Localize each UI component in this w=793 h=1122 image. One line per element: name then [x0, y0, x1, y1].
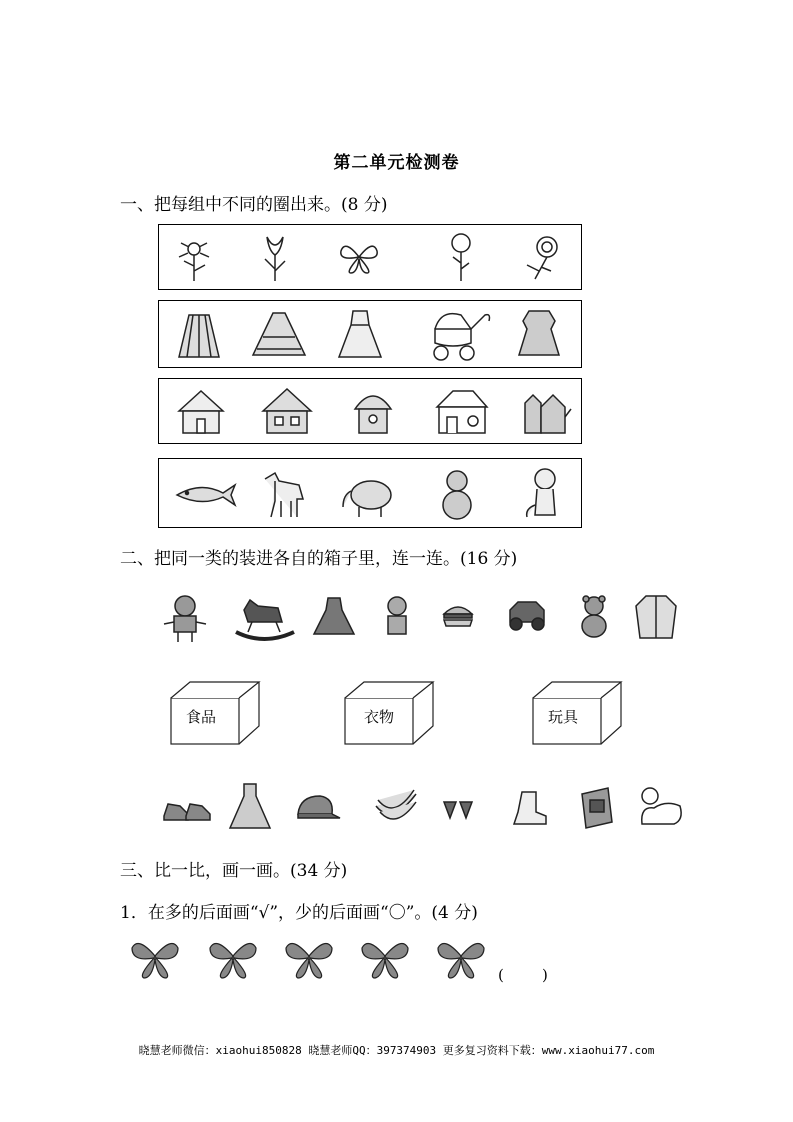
- hut-picture: [351, 387, 395, 437]
- section1-heading: 一、把每组中不同的圈出来。(8 分): [120, 195, 388, 215]
- footer-text: 晓慧老师微信：xiaohui850828 晓慧老师QQ：397374903 更多复习资料下载：www.xiaohui77.com: [138, 1044, 655, 1057]
- box-toys-label: 玩具: [548, 708, 579, 726]
- box-food-label: 食品: [186, 708, 217, 726]
- butterfly-icon: [128, 936, 182, 980]
- butterfly-icon: [282, 936, 336, 980]
- skirt-picture: [175, 309, 223, 361]
- group-row-flowers: [158, 224, 582, 290]
- box-clothes-label: 衣物: [364, 708, 395, 726]
- strawberries-picture: [440, 794, 478, 822]
- robot-toy-picture: [160, 592, 210, 644]
- dress-toy-picture: [312, 594, 356, 640]
- carnation-picture: [441, 229, 481, 285]
- dog-picture: [519, 465, 567, 523]
- frilled-skirt-picture: [249, 309, 309, 361]
- elephant-picture: [337, 473, 397, 521]
- boot-picture: [508, 788, 550, 828]
- question1-text: 1．在多的后面画“√”，少的后面画“〇”。(4 分): [120, 903, 478, 923]
- snack-bag-picture: [578, 784, 616, 830]
- butterfly-icon: [434, 936, 488, 980]
- toy-car-picture: [504, 598, 550, 634]
- coat-dress-picture: [511, 307, 567, 361]
- answer-parentheses[interactable]: ( ): [498, 966, 548, 984]
- group-row-clothes: [158, 300, 582, 368]
- section3-heading: 三、比一比，画一画。(34 分): [120, 861, 348, 881]
- goat-picture: [259, 467, 311, 523]
- bear-picture: [435, 467, 479, 523]
- building-picture: [433, 387, 491, 437]
- bananas-picture: [372, 786, 420, 826]
- doll-picture: [380, 594, 414, 642]
- stroller-picture: [427, 305, 497, 363]
- group-row-houses: [158, 378, 582, 444]
- rocking-horse-picture: [234, 596, 296, 642]
- rose-picture: [517, 231, 567, 283]
- butterfly-picture: [335, 237, 383, 277]
- shoes-picture: [162, 796, 212, 826]
- jacket-picture: [632, 592, 680, 642]
- dress-picture: [335, 307, 385, 361]
- teddy-bear-picture: [574, 594, 614, 640]
- butterfly-icon: [358, 936, 412, 980]
- butterfly-icon: [206, 936, 260, 980]
- castle-picture: [519, 387, 575, 437]
- group-row-animals: [158, 458, 582, 528]
- gown-picture: [226, 780, 274, 832]
- flower-picture: [169, 231, 219, 283]
- cottage-picture: [259, 385, 315, 437]
- section2-heading: 二、把同一类的装进各自的箱子里，连一连。(16 分): [120, 549, 518, 569]
- cap-picture: [292, 792, 342, 824]
- duck-toy-picture: [636, 784, 686, 830]
- burger-picture: [440, 600, 476, 632]
- page-title: 第二单元检测卷: [333, 153, 460, 173]
- fish-picture: [173, 479, 237, 509]
- house-picture: [175, 387, 227, 437]
- tulip-picture: [255, 231, 295, 283]
